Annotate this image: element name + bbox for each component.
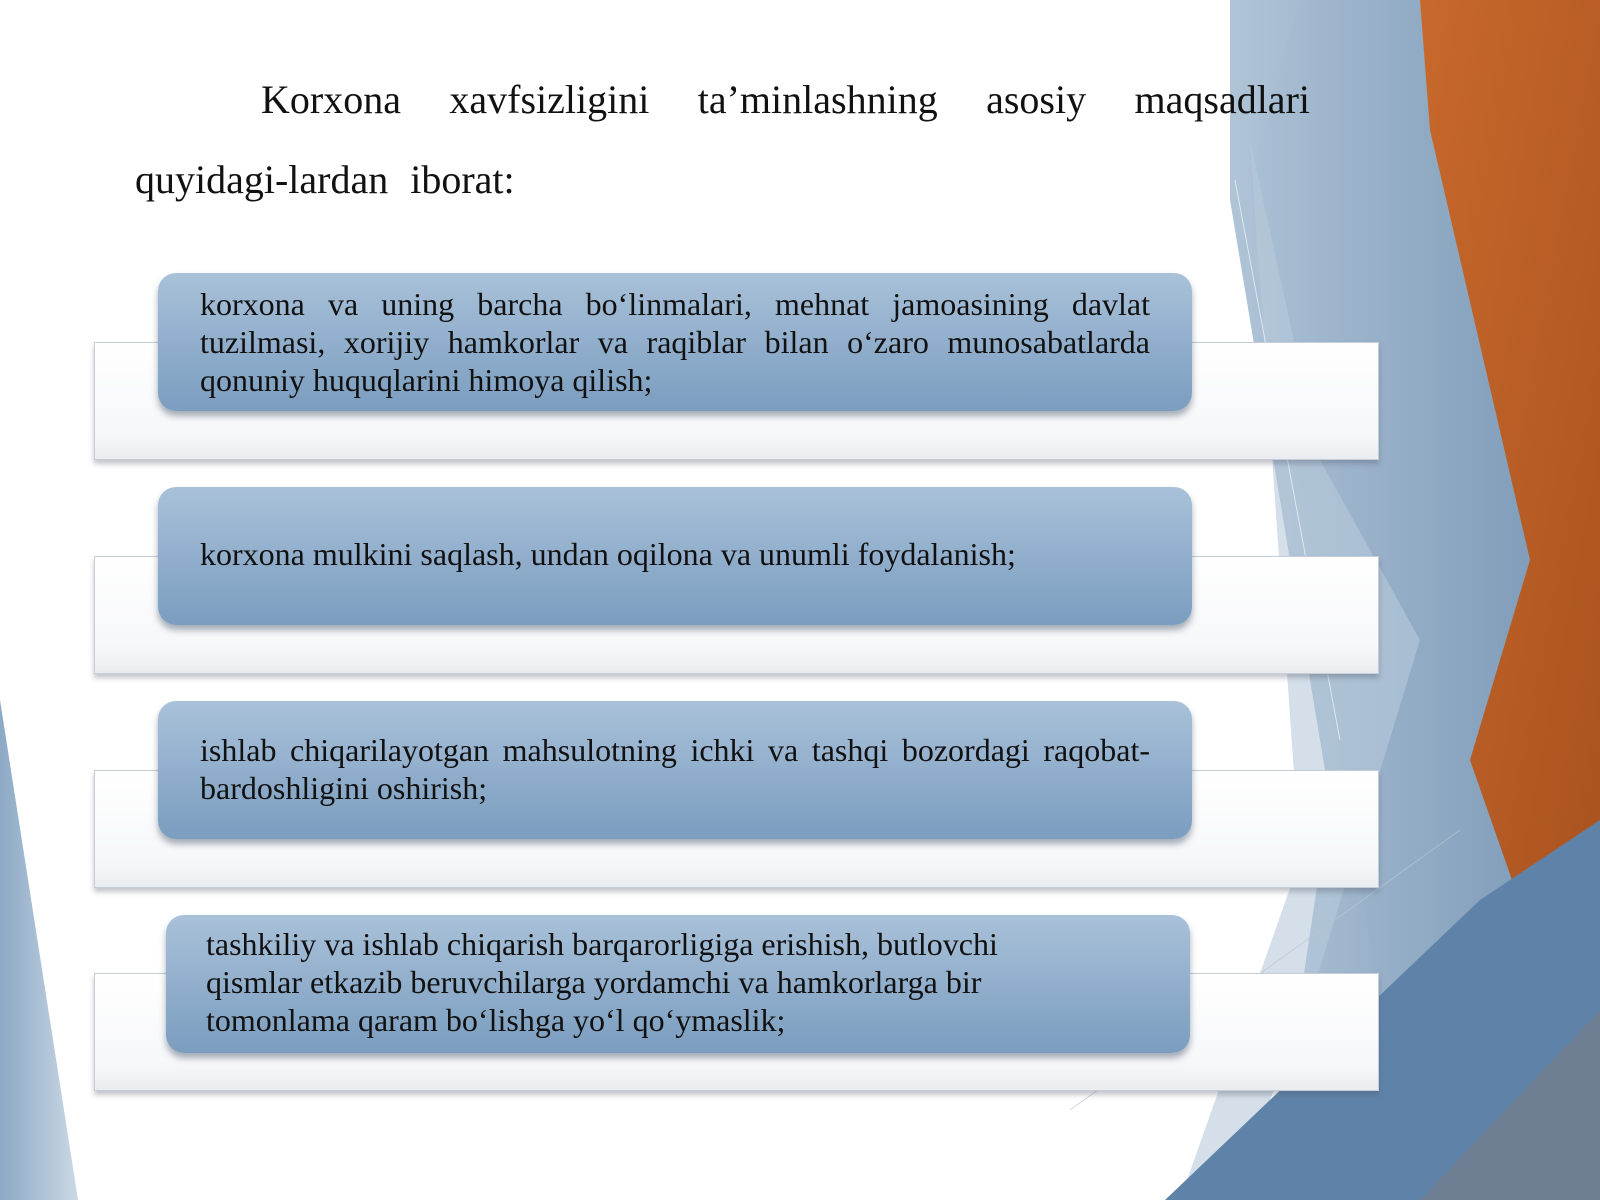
goal-text: tashkiliy va ishlab chiqarish barqarorligiga erishish, butlovchi qismlar etkazib beruvchilarga yordamchi va hamkorlarga bir tomonlama qaram bo‘lishga yo‘l qo‘ymaslik; xyxy=(206,926,998,1038)
goal-pill xyxy=(158,701,1192,839)
goal-pill xyxy=(166,915,1190,1053)
goal-text: korxona mulkini saqlash, undan oqilona va unumli foydalanish; xyxy=(200,536,1016,572)
goal-text: korxona va uning barcha bo‘linmalari, mehnat jamoasining davlat tuzilmasi, xorijiy hamkorlar va raqiblar bilan o‘zaro munosabatlarda qonuniy huquqlarini himoya qilish; xyxy=(200,286,1150,398)
goal-text: ishlab chiqarilayotgan mahsulotning ichki va tashqi bozordagi raqobat-bardoshligini oshirish; xyxy=(200,732,1150,806)
goal-pill xyxy=(158,273,1192,411)
goal-pill xyxy=(158,487,1192,625)
slide-title: Korxona xavfsizligini ta’minlashning asosiy maqsadlari quyidagi-lardan iborat: xyxy=(135,77,1310,202)
